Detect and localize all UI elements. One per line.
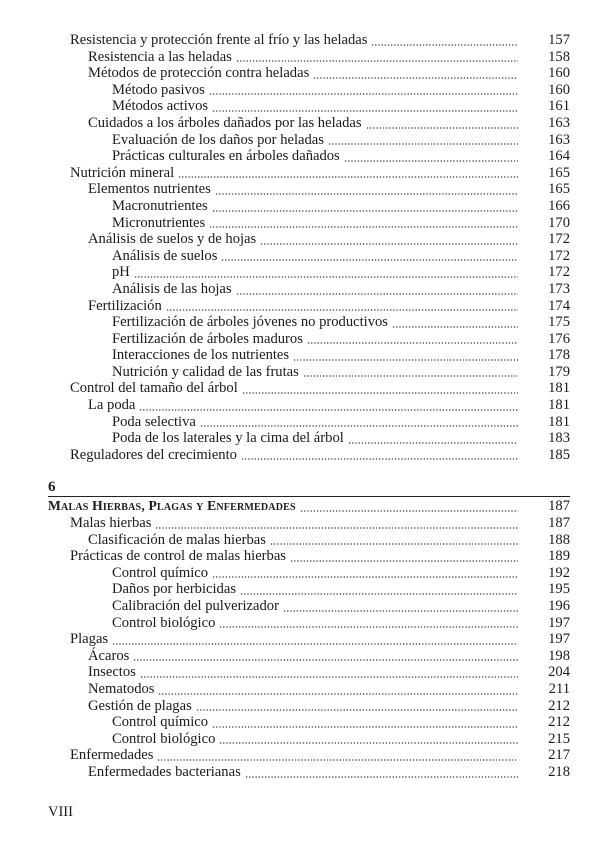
dot-leader — [293, 359, 518, 361]
folio-page-label: VIII — [48, 804, 73, 820]
toc-entry-page-number: 195 — [548, 581, 570, 598]
toc-entry-page-number: 211 — [548, 680, 570, 697]
toc-entry[interactable] — [48, 181, 570, 198]
toc-entry-page-number: 217 — [548, 747, 570, 764]
toc-entry-page-number: 187 — [548, 515, 570, 532]
dot-leader — [157, 759, 518, 761]
dot-leader — [212, 110, 518, 112]
toc-entry-title: Enfermedades bacterianas — [88, 763, 241, 780]
toc-entry[interactable] — [48, 215, 570, 232]
toc-entry[interactable] — [48, 615, 570, 632]
toc-entry-title: Control químico — [112, 564, 209, 581]
chapter-number — [48, 478, 570, 496]
toc-entry-page-number: 212 — [548, 714, 570, 731]
dot-leader — [219, 742, 518, 744]
dot-leader — [307, 342, 518, 344]
toc-entry-page-number: 170 — [548, 214, 570, 231]
toc-entry-title: pH — [112, 264, 130, 281]
toc-entry[interactable] — [48, 430, 570, 447]
dot-leader — [158, 693, 518, 695]
toc-entry[interactable] — [48, 65, 570, 82]
toc-entry-page-number: 181 — [548, 397, 570, 414]
toc-entry-page-number: 174 — [548, 297, 570, 314]
toc-entry-page-number: 157 — [548, 32, 570, 48]
toc-entry[interactable] — [48, 598, 570, 615]
dot-leader — [212, 210, 518, 212]
toc-entry-page-number: 185 — [548, 446, 570, 463]
toc-entry-title: Nematodos — [88, 680, 155, 697]
dot-leader — [221, 259, 518, 261]
toc-entry-title: Reguladores del crecimiento — [70, 446, 237, 463]
toc-entry-page-number: 192 — [548, 564, 570, 581]
toc-entry-title: Análisis de suelos — [112, 247, 218, 264]
dot-leader — [344, 160, 518, 162]
toc-entry-page-number: 173 — [548, 280, 570, 297]
toc-entry[interactable] — [48, 714, 570, 731]
toc-entry-title: Prácticas culturales en árboles dañados — [112, 148, 340, 165]
dot-leader — [245, 776, 518, 778]
dot-leader — [328, 143, 518, 145]
dot-leader — [371, 44, 518, 46]
toc-entry[interactable] — [48, 631, 570, 648]
toc-entry[interactable] — [48, 380, 570, 397]
toc-entry-page-number: 197 — [548, 614, 570, 631]
chapter-number-text: 6 — [48, 479, 56, 496]
toc-entry-title: Nutrición mineral — [70, 164, 175, 181]
dot-leader — [139, 409, 518, 411]
toc-entry-title: Fertilización — [88, 297, 162, 314]
toc-entry-title: Insectos — [88, 664, 136, 681]
toc-entry-page-number: 204 — [548, 664, 570, 681]
dot-leader — [313, 77, 518, 79]
toc-entry-page-number: 164 — [548, 148, 570, 165]
toc-entry[interactable] — [48, 98, 570, 115]
dot-leader — [240, 593, 518, 595]
toc-entry-title: Control biológico — [112, 730, 216, 747]
dot-leader — [200, 425, 518, 427]
toc-entry-page-number: 196 — [548, 598, 570, 614]
toc-entry-title: Análisis de suelos y de hojas — [88, 231, 257, 248]
toc-entry-page-number: 212 — [548, 697, 570, 714]
toc-entry[interactable] — [48, 581, 570, 598]
dot-leader — [260, 243, 518, 245]
dot-leader — [290, 560, 518, 562]
toc-entry-title: Métodos activos — [112, 98, 209, 115]
toc-entry-title: Cuidados a los árboles dañados por las heladas — [88, 114, 362, 131]
toc-entry[interactable] — [48, 648, 570, 665]
toc-entry[interactable] — [48, 82, 570, 99]
dot-leader — [270, 543, 518, 545]
toc-entry-page-number: 183 — [548, 430, 570, 447]
table-of-contents — [48, 32, 570, 781]
toc-entry-title: Análisis de las hojas — [112, 280, 232, 297]
toc-entry-page-number: 179 — [548, 363, 570, 380]
toc-entry[interactable] — [48, 198, 570, 215]
dot-leader — [212, 576, 518, 578]
toc-entry[interactable] — [48, 32, 570, 49]
dot-leader — [112, 643, 518, 645]
toc-entry-title: Fertilización de árboles jóvenes no productivos — [112, 314, 388, 331]
toc-entry-title: Enfermedades — [70, 747, 154, 764]
toc-entry-page-number: 158 — [548, 48, 570, 65]
toc-entry-title: Resistencia a las heladas — [88, 48, 232, 65]
toc-entry[interactable] — [48, 347, 570, 364]
toc-entry-title: Métodos de protección contra heladas — [88, 65, 310, 82]
dot-leader — [236, 293, 518, 295]
toc-entry-page-number: 197 — [548, 631, 570, 648]
toc-entry-page-number: 181 — [548, 413, 570, 430]
chapter-page-number: 187 — [548, 498, 570, 515]
dot-leader — [155, 527, 518, 529]
toc-entry[interactable] — [48, 314, 570, 331]
dot-leader — [212, 726, 518, 728]
toc-entry[interactable] — [48, 331, 570, 348]
toc-entry-page-number: 165 — [548, 164, 570, 181]
toc-entry-page-number: 160 — [548, 81, 570, 98]
toc-entry[interactable] — [48, 364, 570, 381]
toc-entry-title: Resistencia y protección frente al frío y las heladas — [70, 32, 368, 48]
dot-leader — [241, 458, 518, 460]
toc-entry-title: Micronutrientes — [112, 214, 206, 231]
toc-entry[interactable] — [48, 397, 570, 414]
toc-entry-page-number: 175 — [548, 314, 570, 331]
dot-leader — [366, 127, 518, 129]
toc-entry[interactable] — [48, 281, 570, 298]
toc-entry[interactable] — [48, 414, 570, 431]
toc-entry-title: Elementos nutrientes — [88, 181, 211, 198]
toc-entry-title: Fertilización de árboles maduros — [112, 330, 303, 347]
dot-leader — [209, 93, 518, 95]
dot-leader — [209, 226, 518, 228]
dot-leader — [348, 442, 518, 444]
toc-entry-title: Control biológico — [112, 614, 216, 631]
chapter-heading-row[interactable] — [48, 496, 570, 515]
toc-entry[interactable] — [48, 681, 570, 698]
toc-entry-title: Malas hierbas — [70, 515, 152, 532]
dot-leader — [303, 375, 518, 377]
toc-entry-page-number: 198 — [548, 647, 570, 664]
dot-leader — [283, 610, 518, 612]
toc-entry-title: Poda de los laterales y la cima del árbol — [112, 430, 344, 447]
toc-entry-page-number: 161 — [548, 98, 570, 115]
toc-entry-title: Calibración del pulverizador — [112, 598, 279, 614]
toc-entry-title: Ácaros — [88, 647, 130, 664]
toc-entry-page-number: 166 — [548, 197, 570, 214]
toc-entry-page-number: 215 — [548, 730, 570, 747]
toc-entry[interactable] — [48, 148, 570, 165]
toc-entry-title: Plagas — [70, 631, 109, 648]
dot-leader — [300, 510, 518, 512]
dot-leader — [196, 709, 518, 711]
toc-entry[interactable] — [48, 264, 570, 281]
toc-entry[interactable] — [48, 548, 570, 565]
toc-entry-page-number: 176 — [548, 330, 570, 347]
toc-entry[interactable] — [48, 565, 570, 582]
toc-entry-page-number: 188 — [548, 531, 570, 548]
toc-entry[interactable] — [48, 664, 570, 681]
toc-entry-page-number: 163 — [548, 114, 570, 131]
dot-leader — [166, 309, 518, 311]
toc-entry-page-number: 165 — [548, 181, 570, 198]
toc-entry[interactable] — [48, 115, 570, 132]
toc-entry-page-number: 163 — [548, 131, 570, 148]
toc-entry-title: La poda — [88, 397, 136, 414]
dot-leader — [134, 276, 518, 278]
toc-entry[interactable] — [48, 231, 570, 248]
dot-leader — [392, 326, 518, 328]
chapter-title: Malas Hierbas, Plagas y Enfermedades — [48, 498, 296, 514]
toc-entry[interactable] — [48, 298, 570, 315]
toc-section-chapter-6 — [48, 515, 570, 781]
toc-entry-page-number: 189 — [548, 548, 570, 565]
toc-entry[interactable] — [48, 515, 570, 532]
toc-entry[interactable] — [48, 447, 570, 464]
dot-leader — [215, 193, 518, 195]
toc-entry-title: Nutrición y calidad de las frutas — [112, 363, 299, 380]
toc-entry-page-number: 178 — [548, 347, 570, 364]
toc-entry-page-number: 218 — [548, 763, 570, 780]
toc-entry-title: Poda selectiva — [112, 413, 196, 430]
toc-entry-title: Daños por herbicidas — [112, 581, 237, 598]
toc-entry[interactable] — [48, 165, 570, 182]
toc-entry[interactable] — [48, 248, 570, 265]
toc-entry[interactable] — [48, 49, 570, 66]
dot-leader — [236, 60, 518, 62]
toc-entry-title: Macronutrientes — [112, 197, 208, 214]
toc-entry-title: Control del tamaño del árbol — [70, 380, 238, 397]
dot-leader — [140, 676, 518, 678]
toc-entry[interactable] — [48, 698, 570, 715]
toc-entry[interactable] — [48, 132, 570, 149]
dot-leader — [242, 392, 518, 394]
dot-leader — [178, 176, 518, 178]
toc-section-continued — [48, 32, 570, 463]
toc-entry[interactable] — [48, 731, 570, 748]
toc-entry-page-number: 172 — [548, 264, 570, 281]
toc-entry-title: Control químico — [112, 714, 209, 731]
toc-entry[interactable] — [48, 764, 570, 781]
dot-leader — [133, 659, 518, 661]
toc-entry-page-number: 181 — [548, 380, 570, 397]
toc-entry-title: Clasificación de malas hierbas — [88, 531, 266, 548]
toc-entry-page-number: 172 — [548, 231, 570, 248]
toc-entry-page-number: 160 — [548, 65, 570, 82]
toc-entry-title: Gestión de plagas — [88, 697, 192, 714]
toc-entry-title: Interacciones de los nutrientes — [112, 347, 290, 364]
toc-entry-page-number: 172 — [548, 247, 570, 264]
toc-entry[interactable] — [48, 747, 570, 764]
toc-entry-title: Evaluación de los daños por heladas — [112, 131, 324, 148]
dot-leader — [219, 626, 518, 628]
toc-entry[interactable] — [48, 532, 570, 549]
toc-entry-title: Método pasivos — [112, 81, 205, 98]
toc-entry-title: Prácticas de control de malas hierbas — [70, 548, 286, 565]
